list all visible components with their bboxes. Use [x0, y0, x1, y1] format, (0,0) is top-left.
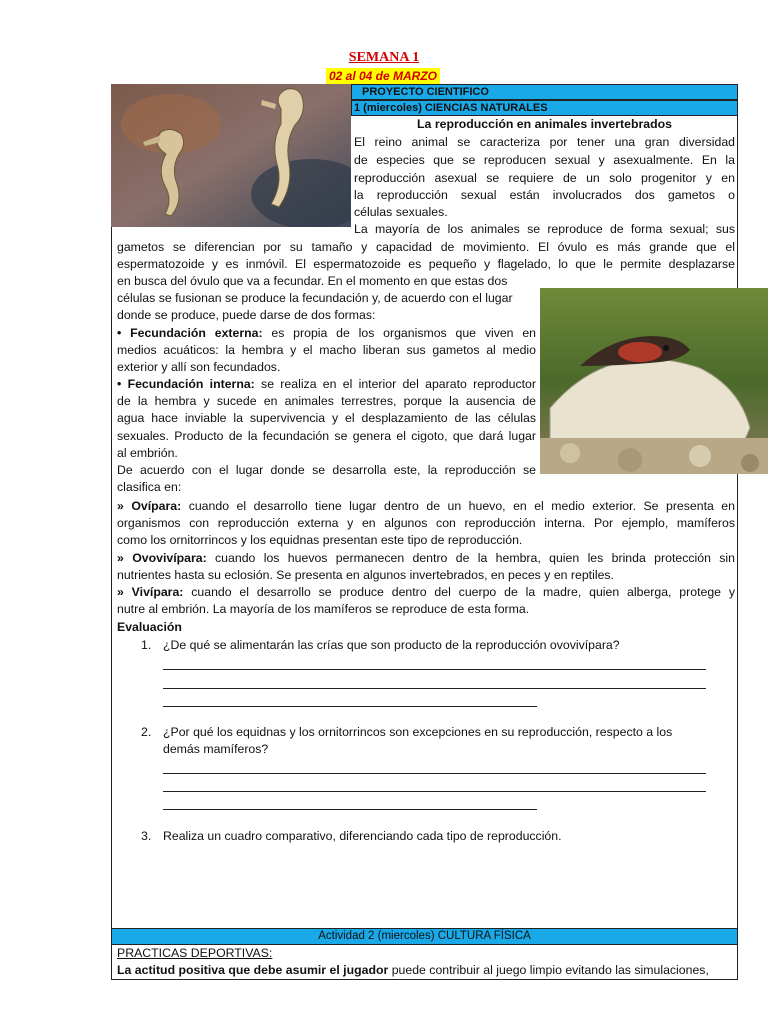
- week-title: SEMANA 1: [348, 50, 420, 65]
- project-bar: PROYECTO CIENTIFICO: [351, 84, 738, 100]
- seahorse-image: [111, 84, 351, 227]
- text-line: gametos se diferencian por su tamaño y capacidad de movimiento. El óvulo es más grande que el: [117, 240, 735, 254]
- text-line: clasifica en:: [117, 480, 182, 494]
- text-line: como los ornitorrincos y los equidnas presentan este tipo de reproducción.: [117, 533, 523, 547]
- dates-label: 02 al 04 de MARZO: [326, 68, 440, 84]
- text-line: donde se produce, puede darse de dos formas:: [117, 308, 376, 322]
- section-title: La reproducción en animales invertebrados: [417, 117, 672, 131]
- subject-bar: 1 (miercoles) CIENCIAS NATURALES: [351, 100, 738, 116]
- answer-line[interactable]: [163, 791, 706, 792]
- text-line: • Fecundación interna: se realiza en el interior del aparato reproductor: [117, 377, 536, 391]
- text-line: de especies que se reproducen sexual y asexualmente. En la: [354, 153, 735, 167]
- answer-line[interactable]: [163, 809, 537, 810]
- answer-line[interactable]: [163, 773, 706, 774]
- answer-line[interactable]: [163, 669, 706, 670]
- question-number: 3.: [141, 829, 152, 843]
- text-line: exterior y allí son fecundados.: [117, 360, 281, 374]
- question-text: Realiza un cuadro comparativo, diferenciando cada tipo de reproducción.: [163, 829, 562, 843]
- text-line: al embrión.: [117, 446, 178, 460]
- text-line: reproducción asexual se requiere de un solo progenitor y en: [354, 171, 735, 185]
- text-line: de la hembra y sucede en animales terrestres, porque la ausencia de: [117, 394, 536, 408]
- question-number: 2.: [141, 725, 152, 739]
- text-line: células sexuales.: [354, 205, 448, 219]
- text-line: sexuales. Producto de la fecundación se genera el cigoto, que dará lugar: [117, 429, 536, 443]
- text-line: espermatozoide y es inmóvil. El espermatozoide es pequeño y flagelado, lo que le permite desplazarse: [117, 257, 735, 271]
- answer-line[interactable]: [163, 706, 537, 707]
- text-line: agua hace inviable la supervivencia y el desplazamiento de las células: [117, 411, 536, 425]
- text-line: De acuerdo con el lugar donde se desarrolla este, la reproducción se: [117, 463, 536, 477]
- text-line: La mayoría de los animales se reproduce de forma sexual; sus: [354, 222, 735, 236]
- text-line: medios acuáticos: la hembra y el macho liberan sus gametos al medio: [117, 343, 536, 357]
- evaluation-heading: Evaluación: [117, 620, 182, 634]
- text-line: • Fecundación externa: es propia de los organismos que viven en: [117, 326, 536, 340]
- sports-heading: PRACTICAS DEPORTIVAS:: [117, 946, 273, 960]
- text-line: nutre al embrión. La mayoría de los mamíferos se reproduce de esta forma.: [117, 602, 530, 616]
- question-text: ¿De qué se alimentarán las crías que son producto de la reproducción ovovivípara?: [163, 638, 620, 652]
- answer-line[interactable]: [163, 688, 706, 689]
- text-line: nutrientes hasta su eclosión. Se presenta en algunos invertebrados, en peces y en reptiles.: [117, 568, 614, 582]
- text-line: » Ovovivípara: cuando los huevos permanecen dentro de la hembra, quien les brinda protección sin: [117, 551, 735, 565]
- text-line: en busca del óvulo que va a fecundar. En el momento en que estas dos: [117, 274, 508, 288]
- text-line: células se fusionan se produce la fecundación y, de acuerdo con el lugar: [117, 291, 513, 305]
- text-line: » Ovípara: cuando el desarrollo tiene lugar dentro de un huevo, en el medio exterior. Se presenta en: [117, 499, 735, 513]
- activity2-bar: Actividad 2 (miercoles) CULTURA FÍSICA: [111, 928, 738, 945]
- question-number: 1.: [141, 638, 152, 652]
- sports-text: La actitud positiva que debe asumir el jugador puede contribuir al juego limpio evitando las simulaciones,: [117, 963, 709, 977]
- question-text: demás mamíferos?: [163, 742, 269, 756]
- text-line: » Vivípara: cuando el desarrollo se produce dentro del cuerpo de la madre, quien alberga, protege y: [117, 585, 735, 599]
- text-line: El reino animal se caracteriza por tener una gran diversidad: [354, 135, 735, 149]
- text-line: organismos con reproducción externa y en algunos con reproducción interna. Por ejemplo, mamíferos: [117, 516, 735, 530]
- text-line: la reproducción sexual están involucrados dos gametos o: [354, 188, 735, 202]
- question-text: ¿Por qué los equidnas y los ornitorrincos son excepciones en su reproducción, respecto a los: [163, 725, 673, 739]
- hatchling-image: [540, 288, 768, 474]
